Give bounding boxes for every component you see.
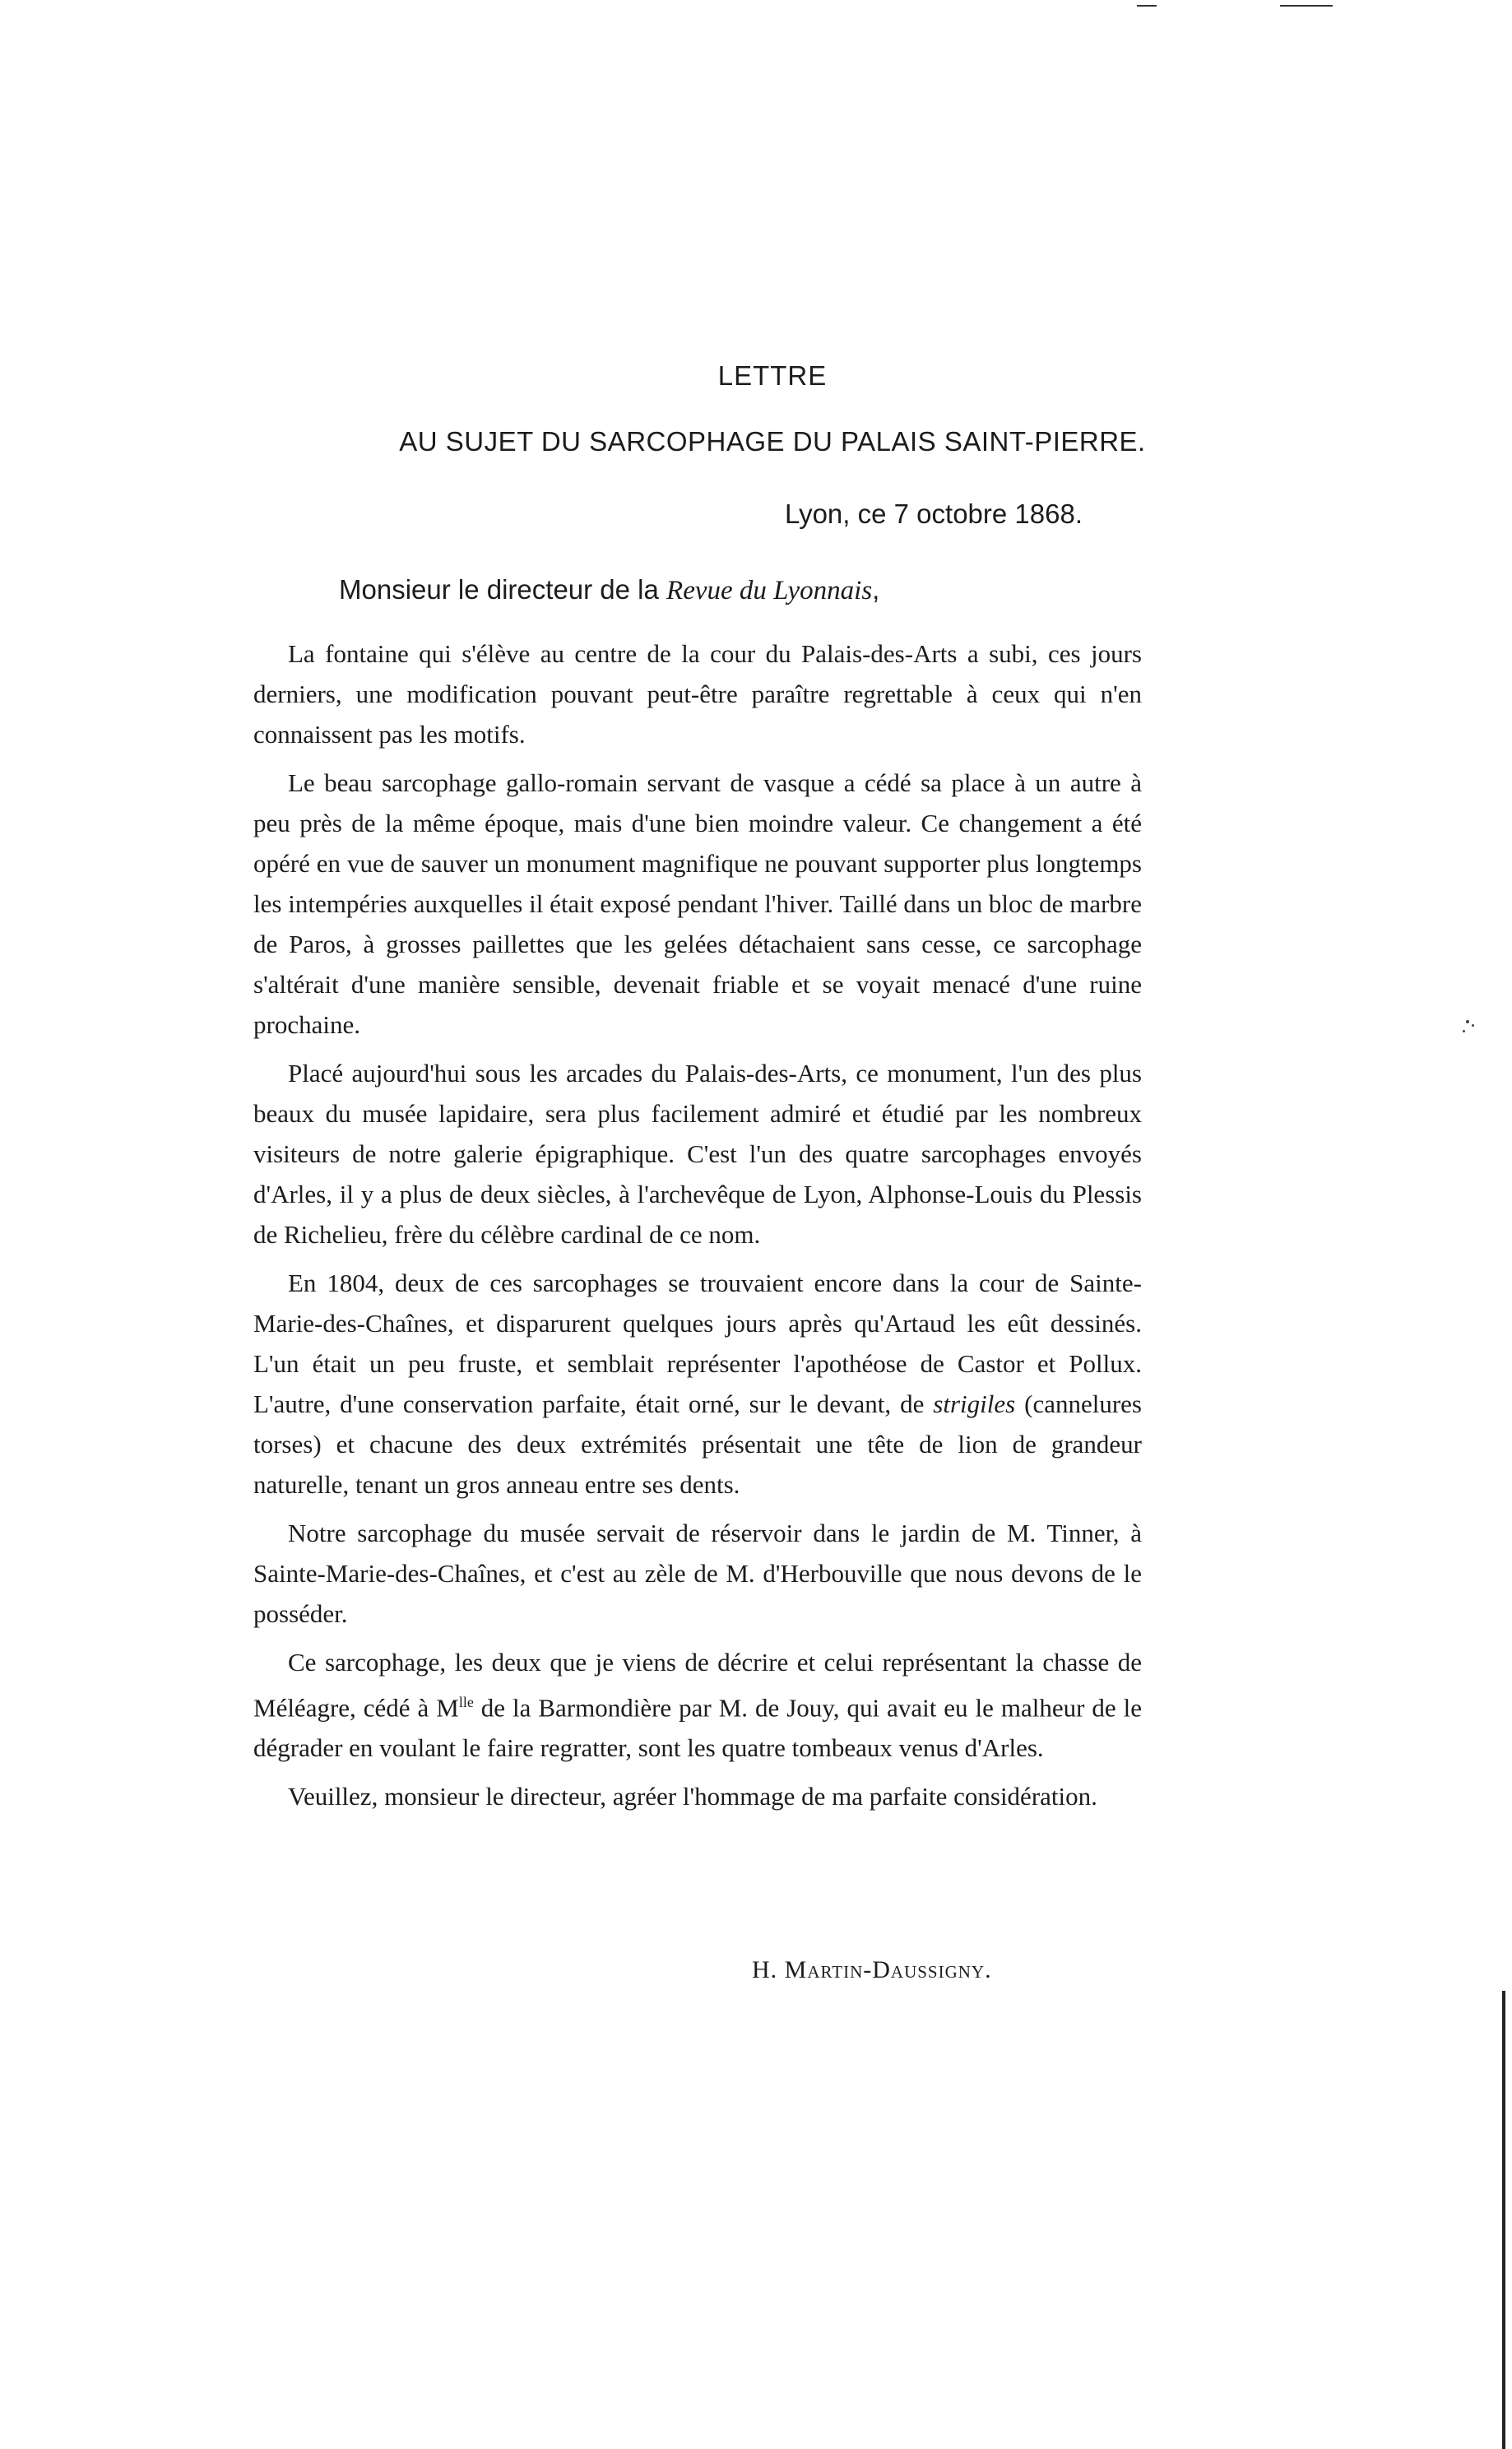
signature-initial: H.	[752, 1956, 785, 1983]
journal-title: Revue du Lyonnais	[666, 576, 873, 605]
ink-speck	[1472, 1024, 1474, 1027]
salutation	[339, 574, 879, 606]
paragraph-6-superscript: lle	[458, 1694, 474, 1710]
closing-paragraph: Veuillez, monsieur le directeur, agréer l'hommage de ma parfaite considération.	[288, 1782, 1097, 1811]
salutation-prefix: Monsieur le directeur de la	[339, 574, 667, 605]
letter-date: Lyon, ce 7 octobre 1868.	[784, 499, 1083, 529]
signature	[752, 1956, 992, 1984]
ink-speck	[1466, 1020, 1469, 1023]
paragraph-4-part1: En 1804, deux de ces sarcophages se trouvaient encore dans la cour de Sainte-Marie-des-Chaînes, et disparurent quelques jours après qu'Artaud les eût dessinés. L'un était un peu fruste, et semblait représenter l'apothéose de Castor et Pollux. L'autre, d'une conservation parfaite, était orné, sur le devant, de	[253, 1269, 1142, 1418]
paragraph-4	[253, 1263, 1142, 1505]
paragraph-6	[253, 1642, 1142, 1768]
print-mark-rule	[1280, 5, 1333, 7]
paragraph-2: Le beau sarcophage gallo-romain servant de vasque a cédé sa place à un autre à peu près de la même époque, mais d'une bien moindre valeur. Ce changement a été opéré en vue de sauver un monument magnifique ne pouvant supporter plus longtemps les intempéries auxquelles il était exposé pendant l'hiver. Taillé dans un bloc de marbre de Paros, à grosses paillettes que les gelées détachaient sans cesse, ce sarcophage s'altérait d'une manière sensible, devenait friable et se voyait menacé d'une ruine prochaine.	[253, 768, 1142, 1039]
print-mark-rule	[1137, 5, 1157, 7]
paragraph-5: Notre sarcophage du musée servait de réservoir dans le jardin de M. Tinner, à Sainte-Marie-des-Chaînes, et c'est au zèle de M. d'Herbouville que nous devons de le posséder.	[253, 1519, 1142, 1628]
paragraph-6-part2: de la Barmondière par M. de Jouy, qui avait eu le malheur de le dégrader en voulant le faire regratter, sont les quatre tombeaux venus d'Arles.	[253, 1693, 1143, 1763]
paragraph-6-part1: Ce sarcophage, les deux que je viens de décrire et celui représentant la chasse de Méléagre, cédé à M	[253, 1648, 1142, 1723]
ink-speck	[1463, 1030, 1465, 1032]
letter-subheading: AU SUJET DU SARCOPHAGE DU PALAIS SAINT-PIERRE.	[399, 426, 1146, 457]
salutation-suffix: ,	[872, 574, 880, 605]
paragraph-1: La fontaine qui s'élève au centre de la cour du Palais-des-Arts a subi, ces jours derniers, une modification pouvant peut-être paraître regrettable à ceux qui n'en connaissent pas les motifs.	[253, 639, 1142, 749]
paragraph-3: Placé aujourd'hui sous les arcades du Palais-des-Arts, ce monument, l'un des plus beaux du musée lapidaire, sera plus facilement admiré et étudié par les nombreux visiteurs de notre galerie épigraphique. C'est l'un des quatre sarcophages envoyés d'Arles, il y a plus de deux siècles, à l'archevêque de Lyon, Alphonse-Louis du Plessis de Richelieu, frère du célèbre cardinal de ce nom.	[253, 1059, 1142, 1249]
letter-body	[253, 633, 1142, 1825]
signature-name: Martin-Daussigny.	[784, 1956, 992, 1983]
letter-heading: LETTRE	[717, 360, 828, 391]
paragraph-4-part2: (cannelures torses) et chacune des deux extrémités présentait une tête de lion de grandeur naturelle, tenant un gros anneau entre ses dents.	[253, 1389, 1142, 1499]
paragraph-4-italic: strigiles	[933, 1389, 1016, 1418]
margin-scan-bar	[1502, 1991, 1505, 2449]
